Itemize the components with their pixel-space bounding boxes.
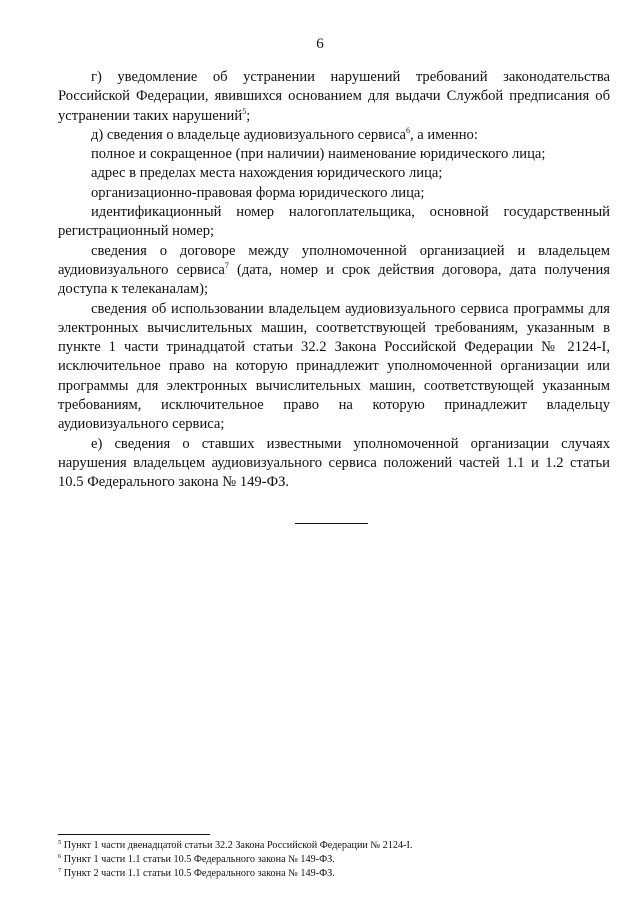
footnote-7 xyxy=(58,867,610,881)
section-divider xyxy=(295,523,368,524)
paragraph-software: сведения об использовании владельцем аудиовизуального сервиса программы для электронных вычислительных машин, соответствующей требованиям, указанным в пункте 1 части тринадцатой статьи 32.2 Закона Российской Федерации № 2124-I, исключительное право на которую принадлежит уполномоченной организации или программы для электронных вычислительных машин, соответствующей указанным требованиям, исключительное право на которую принадлежит владельцу аудиовизуального сервиса; xyxy=(58,300,610,433)
paragraph-tax-id: идентификационный номер налогоплательщика, основной государственный регистрационный номер; xyxy=(58,204,610,240)
footnote-number: 5 xyxy=(58,839,62,846)
paragraph-text-tail: ; xyxy=(246,107,251,124)
footnote-6 xyxy=(58,853,610,867)
paragraph-e: е) сведения о ставших известными уполномоченной организации случаях нарушения владельцем аудиовизуального сервиса положений частей 1.1 и 1.2 статьи 10.5 Федерального закона № 149-ФЗ. xyxy=(58,435,610,491)
footnote-5 xyxy=(58,839,610,853)
document-body xyxy=(58,68,610,493)
paragraph-text: д) сведения о владельце аудиовизуального сервиса xyxy=(91,126,406,143)
paragraph-text-tail: (дата, номер и срок действия договора, дата получения доступа к телеканалам); xyxy=(58,261,610,298)
footnote-number: 7 xyxy=(58,867,62,875)
paragraph-entity-name: полное и сокращенное (при наличии) наименование юридического лица; xyxy=(91,146,546,163)
paragraph-text: г) уведомление об устранении нарушений требований законодательства Российской Федерации, явившихся основанием для выдачи Службой предписания об устранении таких нарушений xyxy=(58,69,610,124)
paragraph-text-tail: , а именно: xyxy=(409,126,478,143)
paragraph-entity-form: организационно-правовая форма юридического лица; xyxy=(91,184,425,201)
paragraph-d xyxy=(58,126,610,145)
footnote-text: Пункт 1 части 1.1 статьи 10.5 Федерального закона № 149-ФЗ. xyxy=(61,854,335,866)
paragraph-contract xyxy=(58,242,610,300)
footnote-text: Пункт 2 части 1.1 статьи 10.5 Федерального закона № 149-ФЗ. xyxy=(61,868,335,880)
footnote-separator xyxy=(58,834,210,835)
paragraph-g xyxy=(58,68,610,126)
footnote-text: Пункт 1 части двенадцатой статьи 32.2 Закона Российской Федерации № 2124-I. xyxy=(61,840,413,851)
paragraph-text: сведения о договоре между уполномоченной организацией и владельцем аудиовизуального сервиса xyxy=(58,242,610,278)
page-number: 6 xyxy=(316,36,324,52)
paragraph-entity-address: адрес в пределах места нахождения юридического лица; xyxy=(91,165,443,182)
footnote-number: 6 xyxy=(58,853,62,861)
footnote-reference: 5 xyxy=(242,106,247,116)
footnote-reference: 7 xyxy=(224,260,229,270)
footnotes xyxy=(58,839,610,882)
footnote-reference: 6 xyxy=(405,125,410,135)
